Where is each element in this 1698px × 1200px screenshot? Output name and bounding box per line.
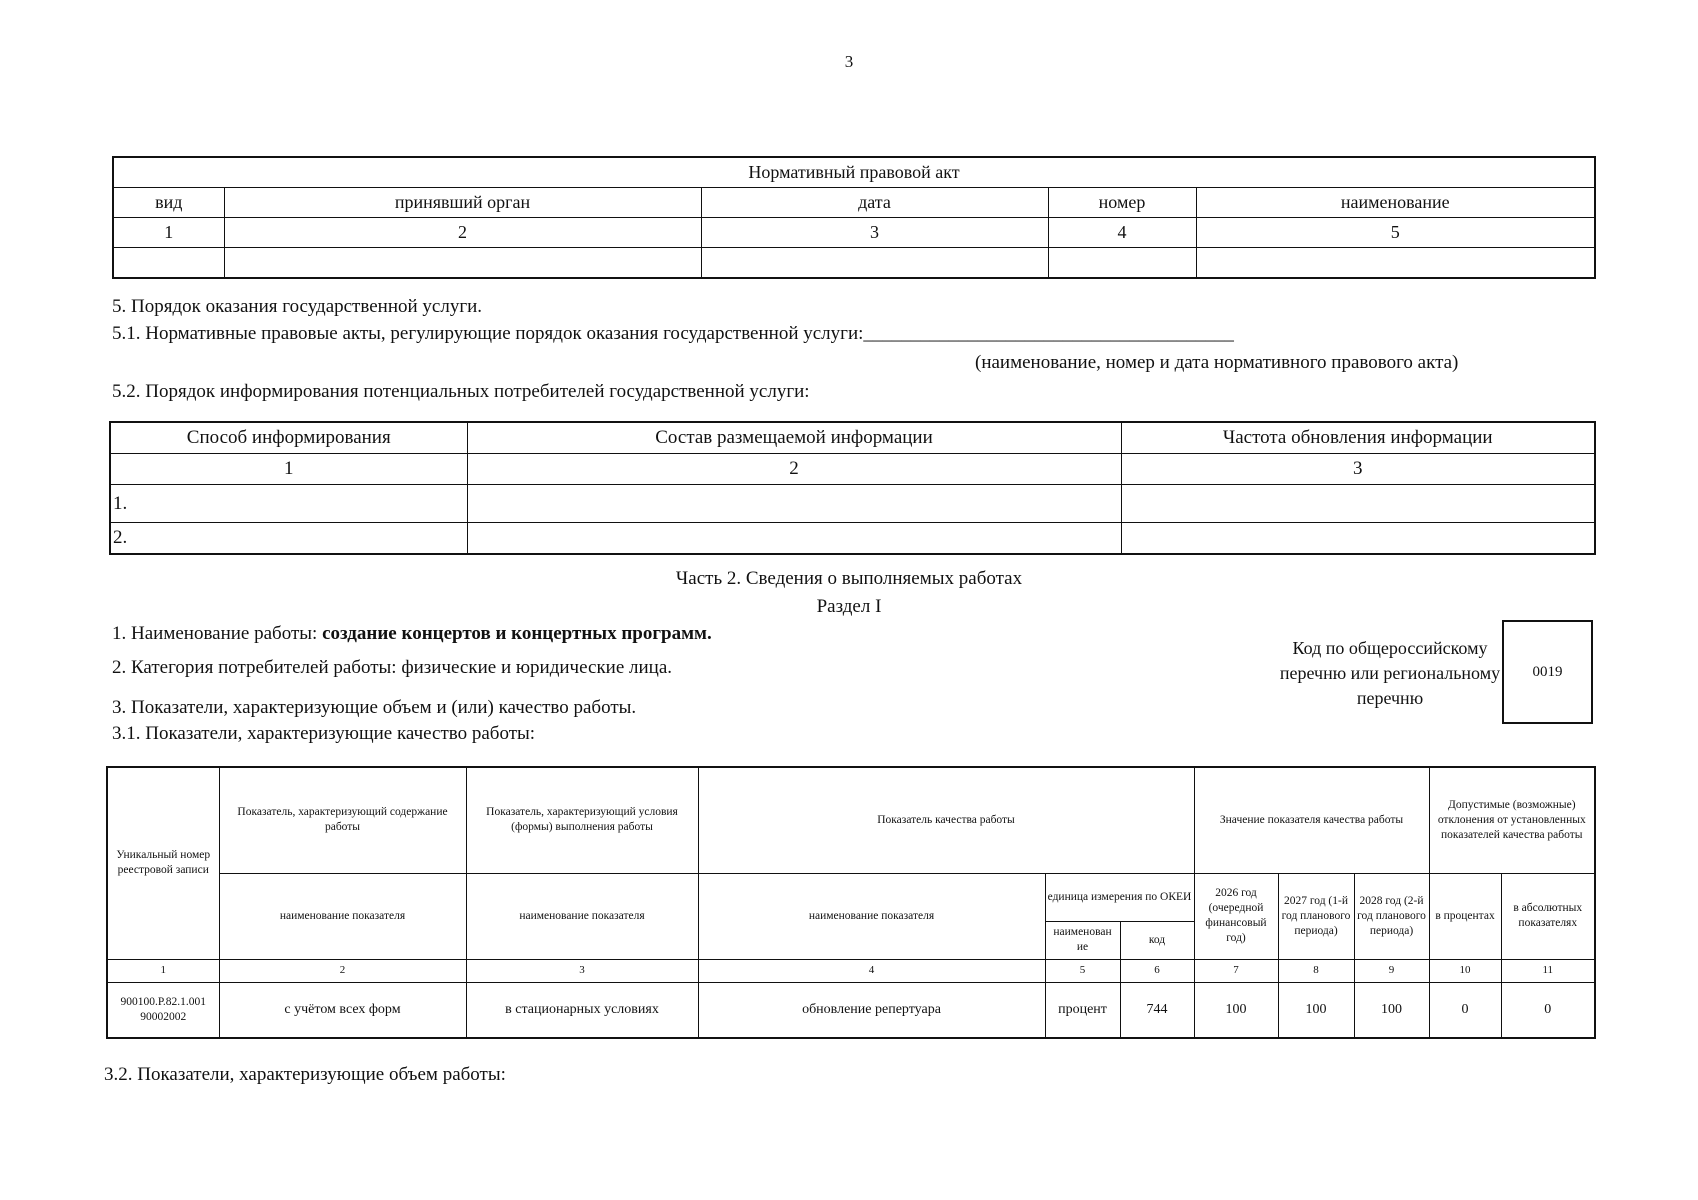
- header-cell: Частота обновления информации: [1121, 422, 1595, 454]
- section-5-heading: 5. Порядок оказания государственной услуги.: [112, 296, 483, 317]
- deviation-absolute-cell: 0: [1501, 982, 1595, 1038]
- volume-indicators-line: 3.2. Показатели, характеризующие объем работы:: [104, 1064, 506, 1085]
- header-cell: Состав размещаемой информации: [467, 422, 1121, 454]
- number-cell: 7: [1194, 959, 1278, 982]
- value-2028-cell: 100: [1354, 982, 1429, 1038]
- header-conditions: Показатель, характеризующий условия (формы) выполнения работы: [466, 767, 698, 873]
- subheader-name: наименование показателя: [219, 873, 466, 959]
- section-5-2-line: 5.2. Порядок информирования потенциальных потребителей государственной услуги:: [112, 381, 810, 402]
- number-cell: 2: [224, 218, 701, 248]
- subheader-unit-name: наименован ие: [1045, 921, 1120, 959]
- subheader-unit-code: код: [1120, 921, 1194, 959]
- value-2027-cell: 100: [1278, 982, 1354, 1038]
- subheader-name: наименование показателя: [466, 873, 698, 959]
- header-value: Значение показателя качества работы: [1194, 767, 1429, 873]
- header-cell: номер: [1048, 188, 1196, 218]
- number-cell: 9: [1354, 959, 1429, 982]
- empty-cell: [113, 248, 224, 279]
- informing-header-row: [110, 422, 1595, 454]
- section-5-1-note: (наименование, номер и дата нормативного правового акта): [975, 352, 1459, 373]
- quality-indicators-line: 3.1. Показатели, характеризующие качество работы:: [112, 723, 536, 744]
- legal-act-empty-row: [113, 248, 1595, 279]
- number-cell: 2: [467, 454, 1121, 485]
- subheader-year-2028: 2028 год (2-й год планового периода): [1354, 873, 1429, 959]
- quality-number-row: [107, 959, 1595, 982]
- number-cell: 5: [1045, 959, 1120, 982]
- header-deviation: Допустимые (возможные) отклонения от установленных показателей качества работы: [1429, 767, 1595, 873]
- subheader-absolute: в абсолютных показателях: [1501, 873, 1595, 959]
- number-cell: 8: [1278, 959, 1354, 982]
- number-cell: 3: [1121, 454, 1595, 485]
- empty-cell: [1048, 248, 1196, 279]
- quality-header-row: [107, 767, 1595, 873]
- table-cell: [1121, 523, 1595, 555]
- number-cell: 1: [107, 959, 219, 982]
- unit-cell: процент: [1045, 982, 1120, 1038]
- content-cell: с учётом всех форм: [219, 982, 466, 1038]
- header-quality: Показатель качества работы: [698, 767, 1194, 873]
- number-cell: 11: [1501, 959, 1595, 982]
- number-cell: 3: [701, 218, 1048, 248]
- deviation-percent-cell: 0: [1429, 982, 1501, 1038]
- part-2-title: Часть 2. Сведения о выполняемых работах: [675, 568, 1023, 589]
- work-name-value: создание концертов и концертных программ.: [322, 623, 712, 644]
- number-cell: 1: [113, 218, 224, 248]
- header-cell: принявший орган: [224, 188, 701, 218]
- table-row: [107, 982, 1595, 1038]
- legal-act-number-row: [113, 218, 1595, 248]
- table-cell: [467, 485, 1121, 523]
- unit-code-cell: 744: [1120, 982, 1194, 1038]
- legal-act-table: [112, 156, 1596, 279]
- registry-code-box: 0019: [1502, 620, 1593, 724]
- number-cell: 2: [219, 959, 466, 982]
- number-cell: 4: [698, 959, 1045, 982]
- registry-code-label: Код по общероссийскому перечню или региональному перечню: [1279, 638, 1501, 708]
- header-registry: Уникальный номер реестровой записи: [107, 767, 219, 959]
- number-cell: 3: [466, 959, 698, 982]
- quality-subheader-row: [107, 873, 1595, 921]
- header-cell: вид: [113, 188, 224, 218]
- empty-cell: [1196, 248, 1595, 279]
- header-cell: дата: [701, 188, 1048, 218]
- page-number: 3: [844, 52, 854, 71]
- value-2026-cell: 100: [1194, 982, 1278, 1038]
- number-cell: 10: [1429, 959, 1501, 982]
- section-5-1-line: 5.1. Нормативные правовые акты, регулирующие порядок оказания государственной услуги:_______________________________________: [112, 323, 1234, 344]
- header-cell: наименование: [1196, 188, 1595, 218]
- table-cell: 2.: [110, 523, 467, 555]
- header-content: Показатель, характеризующий содержание работы: [219, 767, 466, 873]
- empty-cell: [224, 248, 701, 279]
- subheader-name: наименование показателя: [698, 873, 1045, 959]
- subheader-year-2027: 2027 год (1-й год планового периода): [1278, 873, 1354, 959]
- legal-act-title: Нормативный правовой акт: [113, 157, 1595, 188]
- conditions-cell: в стационарных условиях: [466, 982, 698, 1038]
- number-cell: 6: [1120, 959, 1194, 982]
- work-name-line: [112, 623, 712, 645]
- section-title: Раздел I: [816, 596, 882, 617]
- subheader-year-2026: 2026 год (очередной финансовый год): [1194, 873, 1278, 959]
- informing-table: [109, 421, 1596, 555]
- consumer-category-line: 2. Категория потребителей работы: физические и юридические лица.: [112, 657, 673, 678]
- registry-number-cell: 900100.Р.82.1.001 90002002: [107, 982, 219, 1038]
- header-cell: Способ информирования: [110, 422, 467, 454]
- indicators-line: 3. Показатели, характеризующие объем и (или) качество работы.: [112, 697, 637, 718]
- indicator-cell: обновление репертуара: [698, 982, 1045, 1038]
- legal-act-header-row: [113, 188, 1595, 218]
- table-cell: [1121, 485, 1595, 523]
- table-row: [110, 523, 1595, 555]
- work-name-label: 1. Наименование работы:: [112, 623, 323, 644]
- table-cell: [467, 523, 1121, 555]
- informing-number-row: [110, 454, 1595, 485]
- number-cell: 1: [110, 454, 467, 485]
- number-cell: 5: [1196, 218, 1595, 248]
- quality-indicators-table: [106, 766, 1596, 1039]
- subheader-percent: в процентах: [1429, 873, 1501, 959]
- table-row: [110, 485, 1595, 523]
- number-cell: 4: [1048, 218, 1196, 248]
- table-cell: 1.: [110, 485, 467, 523]
- empty-cell: [701, 248, 1048, 279]
- subheader-unit: единица измерения по ОКЕИ: [1045, 873, 1194, 921]
